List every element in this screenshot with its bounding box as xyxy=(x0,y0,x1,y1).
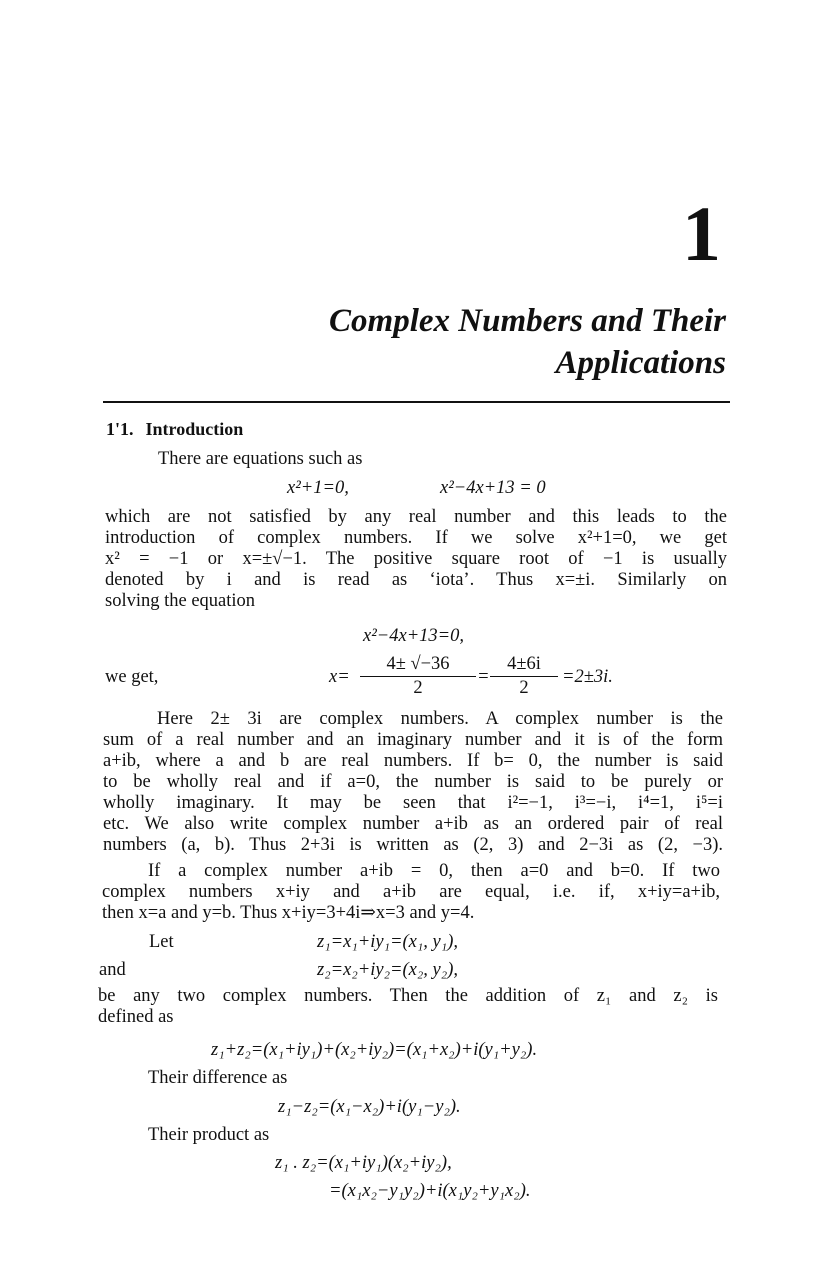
we-get-label: we get, xyxy=(105,667,159,687)
section-title: Introduction xyxy=(145,419,244,439)
equation-1b: x²−4x+13 = 0 xyxy=(440,478,546,498)
equation-1a: x²+1=0, xyxy=(287,478,349,498)
equation-3-equals: = xyxy=(477,667,490,687)
equation-3-result: =2±3i. xyxy=(562,667,613,687)
equation-3-fraction-1 xyxy=(360,654,476,699)
paragraph-2-line-4: denoted by i and is read as ‘iota’. Thus x=±i. Similarly on xyxy=(105,570,727,590)
paragraph-1: There are equations such as xyxy=(158,449,363,469)
paragraph-2-line-3: x² = −1 or x=±√−1. The positive square root of −1 is usually xyxy=(105,549,727,569)
equation-3-fraction-2 xyxy=(490,654,558,699)
paragraph-4-line-3: then x=a and y=b. Thus x+iy=3+4i⇒x=3 and y=4. xyxy=(102,903,475,923)
paragraph-2-line-1: which are not satisfied by any real number and this leads to the xyxy=(105,507,727,527)
paragraph-3-line-1: Here 2± 3i are complex numbers. A complex number is the xyxy=(157,709,723,729)
and-label: and xyxy=(99,960,126,980)
fraction-2-numerator: 4±6i xyxy=(490,654,558,677)
paragraph-4-line-2: complex numbers x+iy and a+ib are equal, i.e. if, x+iy=a+ib, xyxy=(102,882,720,902)
equation-product-1: z₁ . z₂=(x₁+iy₁)(x₂+iy₂), xyxy=(275,1153,452,1173)
equation-z2: z₂=x₂+iy₂=(x₂, y₂), xyxy=(317,960,458,980)
paragraph-3-line-3: a+ib, where a and b are real numbers. If b= 0, the number is said xyxy=(103,751,723,771)
equation-3-x: x= xyxy=(329,667,350,687)
paragraph-3-line-6: etc. We also write complex number a+ib as an ordered pair of real xyxy=(103,814,723,834)
paragraph-4 xyxy=(102,861,720,924)
paragraph-5-line-1: be any two complex numbers. Then the addition of z₁ and z₂ is xyxy=(98,986,718,1006)
fraction-1-denominator: 2 xyxy=(413,678,423,698)
equation-2: x²−4x+13=0, xyxy=(363,626,465,646)
paragraph-3-line-4: to be wholly real and if a=0, the number is said to be purely or xyxy=(103,772,723,792)
equation-difference: z₁−z₂=(x₁−x₂)+i(y₁−y₂). xyxy=(278,1097,461,1117)
chapter-title-line-1: Complex Numbers and Their xyxy=(329,303,726,339)
chapter-title-line-2: Applications xyxy=(555,345,726,381)
chapter-number: 1 xyxy=(682,190,721,277)
paragraph-4-line-1: If a complex number a+ib = 0, then a=0 and b=0. If two xyxy=(148,861,720,881)
paragraph-5-line-2: defined as xyxy=(98,1007,174,1027)
paragraph-2-line-2: introduction of complex numbers. If we solve x²+1=0, we get xyxy=(105,528,727,548)
fraction-1-numerator: 4± √−36 xyxy=(360,654,476,677)
equation-sum: z₁+z₂=(x₁+iy₁)+(x₂+iy₂)=(x₁+x₂)+i(y₁+y₂). xyxy=(211,1040,538,1060)
section-heading xyxy=(106,419,243,440)
chapter-title xyxy=(126,300,726,384)
difference-label: Their difference as xyxy=(148,1068,288,1088)
paragraph-2 xyxy=(105,507,727,612)
paragraph-3-line-7: numbers (a, b). Thus 2+3i is written as (2, 3) and 2−3i as (2, −3). xyxy=(103,835,723,855)
paragraph-3-line-5: wholly imaginary. It may be seen that i²=−1, i³=−i, i⁴=1, i⁵=i xyxy=(103,793,723,813)
let-label: Let xyxy=(149,932,174,952)
product-label: Their product as xyxy=(148,1125,270,1145)
paragraph-3-line-2: sum of a real number and an imaginary number and it is of the form xyxy=(103,730,723,750)
equation-product-2: =(x₁x₂−y₁y₂)+i(x₁y₂+y₁x₂). xyxy=(329,1181,531,1201)
equation-z1: z₁=x₁+iy₁=(x₁, y₁), xyxy=(317,932,458,952)
section-number: 1'1. xyxy=(106,419,134,439)
paragraph-3 xyxy=(103,709,723,856)
paragraph-5 xyxy=(98,986,718,1028)
fraction-2-denominator: 2 xyxy=(519,678,529,698)
title-divider xyxy=(103,401,730,403)
paragraph-2-line-5: solving the equation xyxy=(105,591,256,611)
